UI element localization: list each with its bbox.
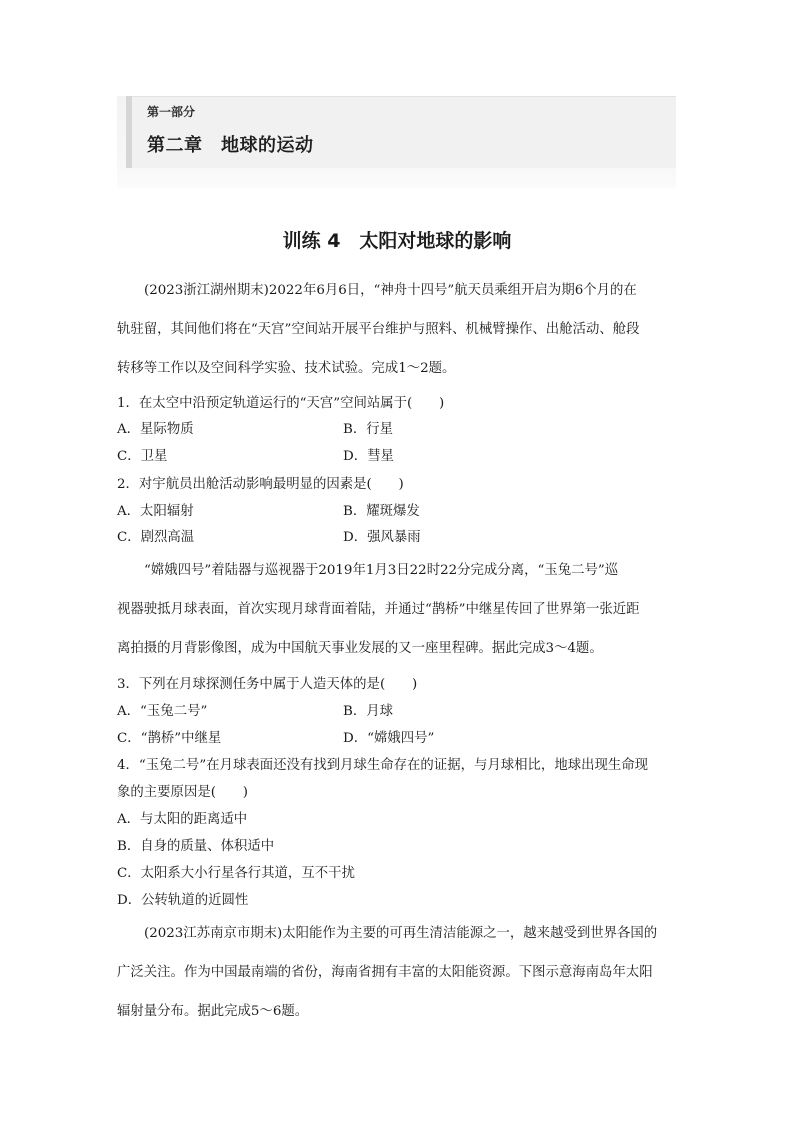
passage2-line-1: “嫦娥四号”着陆器与巡视器于2019年1月3日22时22分完成分离，“玉兔二号”巡 (144, 563, 619, 578)
question-3-option-b[interactable]: B．月球 (343, 704, 394, 719)
question-3-option-c[interactable]: C．“鹊桥”中继星 (117, 731, 222, 746)
question-4-option-c[interactable]: C．太阳系大小行星各行其道，互不干扰 (117, 866, 355, 881)
question-2-stem: 2．对宇航员出舱活动影响最明显的因素是( ) (117, 477, 404, 492)
passage2-line-2: 视器驶抵月球表面，首次实现月球背面着陆，并通过“鹊桥”中继星传回了世界第一张近距 (117, 602, 640, 617)
question-4-option-a[interactable]: A．与太阳的距离适中 (117, 812, 248, 827)
question-3-option-d[interactable]: D．“嫦娥四号” (343, 731, 435, 746)
question-4-option-b[interactable]: B．自身的质量、体积适中 (117, 839, 275, 854)
question-1-stem: 1．在太空中沿预定轨道运行的“天宫”空间站属于( ) (117, 396, 445, 411)
question-4-stem-line-2: 象的主要原因是( ) (117, 785, 248, 800)
question-2-option-c[interactable]: C．剧烈高温 (117, 530, 195, 545)
question-2-option-b[interactable]: B．耀斑爆发 (343, 504, 420, 519)
passage3-line-2: 广泛关注。作为中国最南端的省份，海南省拥有丰富的太阳能资源。下图示意海南岛年太阳 (117, 965, 653, 980)
chapter-header-accent-bar (126, 96, 132, 168)
question-1-option-a[interactable]: A．星际物质 (117, 422, 194, 437)
question-1-option-c[interactable]: C．卫星 (117, 449, 168, 464)
passage3-line-1: (2023江苏南京市期末)太阳能作为主要的可再生清洁能源之一，越来越受到世界各国的 (144, 926, 658, 941)
part-label: 第一部分 (147, 105, 196, 119)
question-3-stem: 3．下列在月球探测任务中属于人造天体的是( ) (117, 677, 418, 692)
question-4-stem-line-1: 4．“玉兔二号”在月球表面还没有找到月球生命存在的证据，与月球相比，地球出现生命现 (117, 758, 649, 773)
passage3-line-3: 辐射量分布。据此完成5～6题。 (117, 1004, 309, 1019)
passage1-line-3: 转移等工作以及空间科学实验、技术试验。完成1～2题。 (117, 361, 456, 376)
question-2-option-a[interactable]: A．太阳辐射 (117, 504, 194, 519)
question-4-option-d[interactable]: D．公转轨道的近圆性 (117, 893, 249, 908)
passage1-line-1: (2023浙江湖州期末)2022年6月6日，“神舟十四号”航天员乘组开启为期6个月的在 (144, 283, 637, 298)
page-title: 训练 4 太阳对地球的影响 (282, 230, 512, 252)
question-1-option-b[interactable]: B．行星 (343, 422, 394, 437)
question-3-option-a[interactable]: A．“玉兔二号” (117, 704, 208, 719)
chapter-header-divider (132, 96, 676, 97)
passage1-line-2: 轨驻留，其间他们将在“天宫”空间站开展平台维护与照料、机械臂操作、出舱活动、舱段 (117, 322, 640, 337)
question-2-option-d[interactable]: D．强风暴雨 (343, 530, 421, 545)
chapter-title: 第二章 地球的运动 (147, 135, 314, 156)
question-1-option-d[interactable]: D．彗星 (343, 449, 394, 464)
passage2-line-3: 离拍摄的月背影像图，成为中国航天事业发展的又一座里程碑。据此完成3～4题。 (117, 641, 603, 656)
